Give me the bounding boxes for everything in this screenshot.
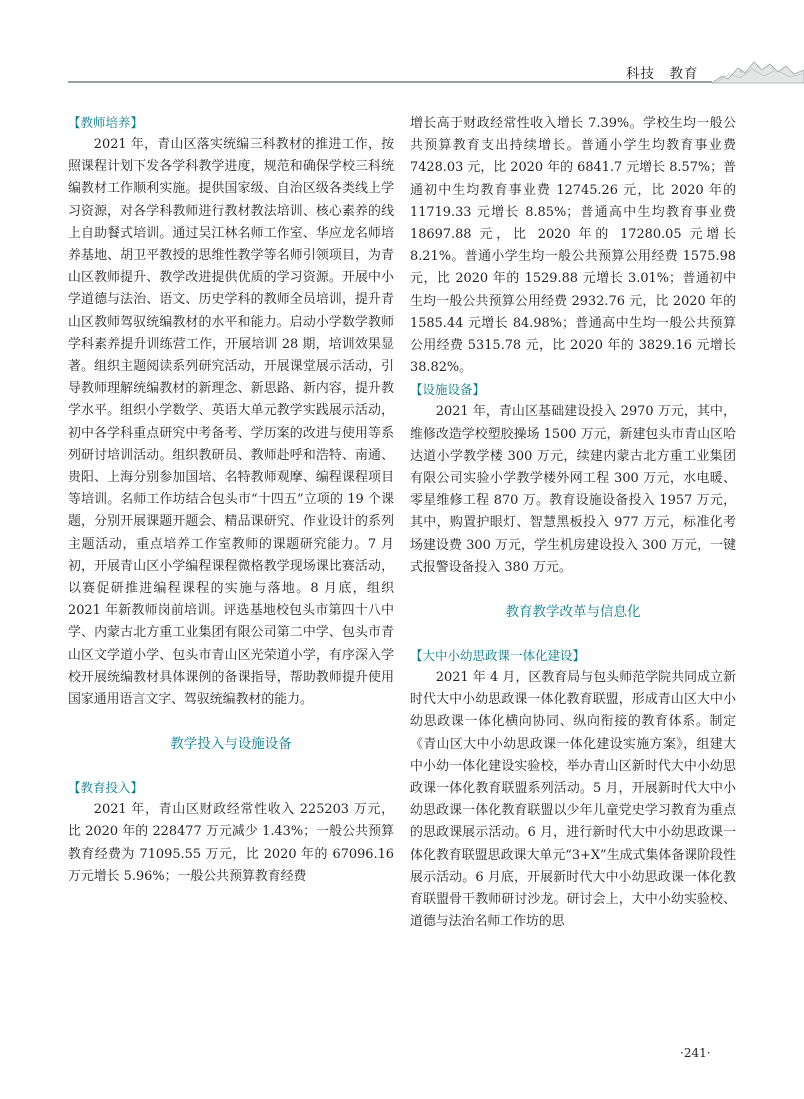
header-title: 科技 教育 bbox=[626, 66, 699, 82]
education-investment-heading: 【教育投入】 bbox=[68, 780, 144, 796]
teacher-training-heading: 【教师培养】 bbox=[68, 115, 144, 130]
mountain-ornament-icon bbox=[712, 54, 804, 84]
left-column bbox=[68, 112, 394, 888]
page-header bbox=[0, 52, 804, 88]
header-rule bbox=[68, 81, 712, 83]
ideology-course-heading: 【大中小幼思政课一体化建设】 bbox=[410, 648, 586, 664]
section-title-investment: 教学投入与设施设备 bbox=[170, 736, 292, 753]
right-column bbox=[410, 113, 736, 934]
ideology-course-text: 2021 年 4 月，区教育局与包头师范学院共同成立新时代大中小幼思政课一体化教育联盟，形成青山区大中小幼思政课一体化横向协同、纵向衔接的教育体系。制定《青山区大中小幼思政课一体化建设实施方案》，组建大中小幼一体化建设实验校，举办青山区新时代大中小幼思政课一体化教育联盟系列活动。5 月，开展新时代大中小幼思政课一体化教育联盟以少年儿童党史学习教育为重点的思政课展示活动。6 月，进行新时代大中小幼思政课一体化教育联盟思政课大单元“3+X”生成式集体备课阶段性展示活动。6 月底，开展新时代大中小幼思政课一体化教育联盟骨干教师研讨沙龙。研讨会上，大中小幼实验校、道德与法治名师工作坊的思 bbox=[410, 670, 736, 930]
teacher-training-text: 2021 年，青山区落实统编三科教材的推进工作，按照课程计划下发各学科教学进度，规范和确保学校三科统编教材工作顺利实施。提供国家级、自治区级各类线上学习资源，对各学科教师进行教材教法培训、核心素养的线上自助餐式培训。通过吴江林名师工作室、华应龙名师培养基地、胡卫平教授的思维性教学等名师引领项目，为青山区教师提升、教学改进提供优质的学习资源。开展中小学道德与法治、语文、历史学科的教师全员培训，提升青山区教师驾驭统编教材的水平和能力。启动小学数学教师学科素养提升训练营工作，开展培训 28 期，培训效果显著。组织主题阅读系列研究活动，开展课堂展示活动，引导教师理解统编教材的新理念、新思路、新内容，提升教学水平。组织小学数学、英语大单元教学实践展示活动，初中各学科重点研究中考备考、学历案的改进与使用等系列研讨培训活动。组织教研员、教师赴呼和浩特、南通、贵阳、上海分别参加国培、名特教师观摩、编程课程项目等培训。名师工作坊结合包头市“十四五”立项的 19 个课题，分别开展课题开题会、精品课研究、作业设计的系列主题活动，重点培养工作室教师的课题研究能力。7 月初，开展青山区小学编程课程微格教学现场课比赛活动，以赛促研推进编程课程的实施与落地。8 月底，组织 2021 年新教师岗前培训。评选基地校包头市第四十八中学、内蒙古北方重工业集团有限公司第二中学、包头市青山区文学道小学、包头市青山区光荣道小学，有序深入学校开展统编教材具体课例的备课指导，帮助教师提升使用国家通用语言文字、驾驭统编教材的能力。 bbox=[68, 137, 394, 708]
page-number: ·241· bbox=[680, 1046, 711, 1060]
facilities-text: 2021 年，青山区基础建设投入 2970 万元，其中，维修改造学校塑胶操场 1500 万元，新建包头市青山区哈达道小学教学楼 300 万元，续建内蒙古北方重工业集团有限公司实验小学教学楼外网工程 300 万元，水电暖、零星维修工程 870 万。教育设施设备投入 1957 万元，其中，购置护眼灯、智慧黑板投入 977 万元，标准化考场建设费 300 万元，学生机房建设投入 300 万元，一键式报警设备投入 380 万元。 bbox=[410, 404, 736, 575]
education-investment-text: 2021 年，青山区财政经常性收入 225203 万元，比 2020 年的 228477 万元减少 1.43%；一般公共预算教育经费为 71095.55 万元，比 2020 年的 67096.16 万元增长 5.96%；一般公共预算教育经费 bbox=[68, 802, 394, 884]
education-investment-continued: 增长高于财政经常性收入增长 7.39%。学校生均一般公共预算教育支出持续增长。普通小学生均教育事业费 7428.03 元，比 2020 年的 6841.7 元增长 8.57%；普通初中生均教育事业费 12745.26 元，比 2020 年的 11719.33 元增长 8.85%；普通高中生均教育事业费 18697.88 元，比 2020 年的 17280.05 元增长 8.21%。普通小学生均一般公共预算公用经费 1575.98 元，比 2020 年的 1529.88 元增长 3.01%；普通初中生均一般公共预算公用经费 2932.76 元，比 2020 年的 1585.44 元增长 84.98%；普通高中生均一般公共预算公用经费 5315.78 元，比 2020 年的 3829.16 元增长 38.82%。 bbox=[410, 116, 736, 376]
section-title-reform: 教育教学改革与信息化 bbox=[505, 604, 641, 621]
facilities-heading: 【设施设备】 bbox=[410, 382, 486, 398]
